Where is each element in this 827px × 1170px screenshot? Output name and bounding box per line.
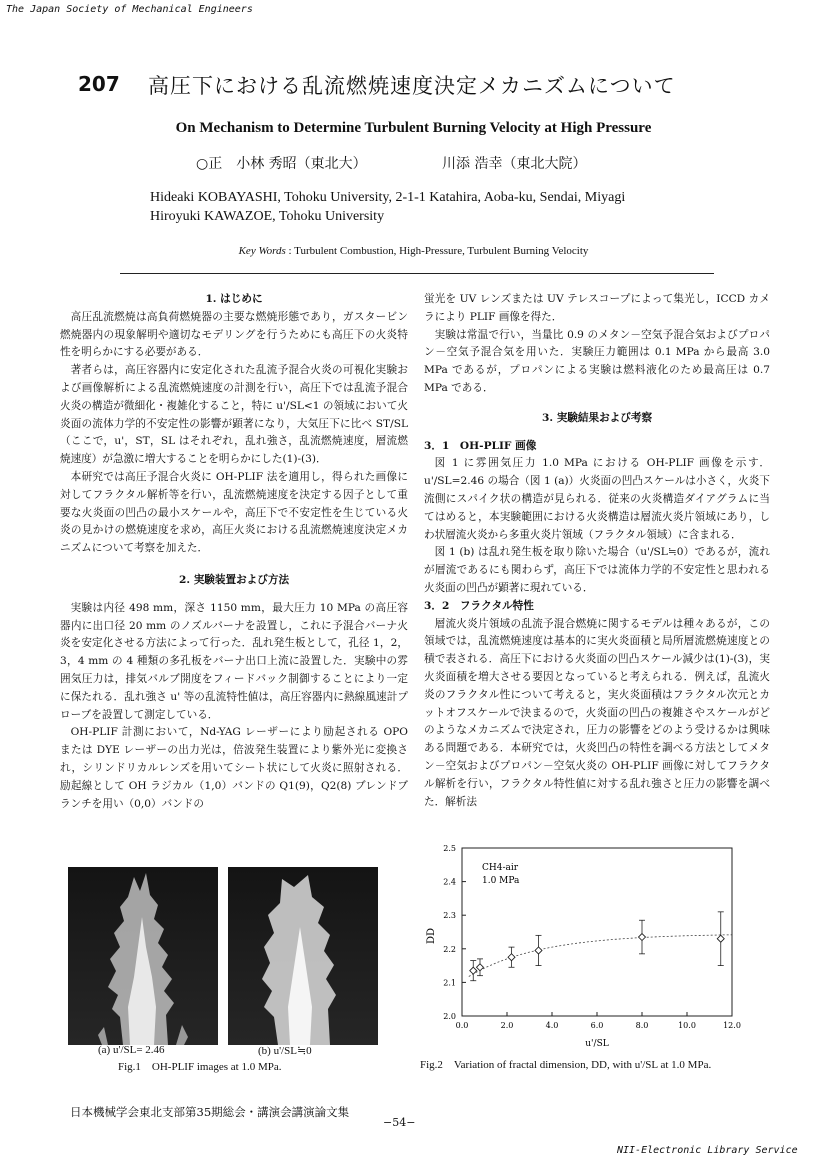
- oh-plif-image-a: [68, 867, 218, 1045]
- title-japanese: 高圧下における乱流燃焼速度決定メカニズムについて: [148, 74, 676, 98]
- data-point: [535, 947, 542, 954]
- oh-plif-image-b: [228, 867, 378, 1045]
- data-point: [477, 964, 484, 971]
- page-number: −54−: [383, 1116, 416, 1129]
- figure-1-caption: Fig.1 OH-PLIF images at 1.0 MPa.: [118, 1061, 282, 1073]
- figure-2-caption: Fig.2 Variation of fractal dimension, DD, with u'/SL at 1.0 MPa.: [420, 1059, 712, 1071]
- right-column: [424, 291, 770, 811]
- y-tick-label: 2.4: [443, 877, 456, 887]
- y-tick-label: 2.1: [443, 978, 456, 988]
- y-tick-label: 2.0: [443, 1012, 456, 1021]
- section-3-title: 3. 実験結果および考察: [541, 411, 653, 424]
- affiliation-line-1: Hideaki KOBAYASHI, Tohoku University, 2-1-1 Katahira, Aoba-ku, Sendai, Miyagi: [150, 190, 626, 205]
- y-tick-label: 2.3: [443, 911, 456, 921]
- proceedings-footer: 日本機械学会東北支部第35期総会・講演会講演論文集: [70, 1105, 350, 1119]
- paragraph: 図 1 (b) は乱れ発生板を取り除いた場合（u'/SL≒0）であるが，流れが層流であるにも関わらず，高圧下では流体力学的不安定性と思われる火炎面の凹凸が顕著に現れている．: [424, 546, 770, 594]
- title-english: On Mechanism to Determine Turbulent Burning Velocity at High Pressure: [175, 120, 652, 136]
- data-point: [470, 967, 477, 974]
- paragraph: 蛍光を UV レンズまたは UV テレスコープによって集光し，ICCD カメラにより PLIF 画像を得た．: [424, 293, 770, 323]
- data-point: [508, 954, 515, 961]
- affiliation-line-2: Hiroyuki KAWAZOE, Tohoku University: [150, 209, 385, 224]
- figure-2-chart: [420, 838, 750, 1048]
- paragraph: 高圧乱流燃焼は高負荷燃焼器の主要な燃焼形態であり，ガスタービン燃焼器内の現象解明や適切なモデリングを行うためにも高圧下の火炎特性を明らかにする必要がある．: [60, 310, 408, 359]
- subsection-3-2-title: 3．2 フラクタル特性: [424, 599, 534, 612]
- left-column: [60, 291, 408, 813]
- chart-annotation-pressure: 1.0 MPa: [482, 876, 520, 886]
- subsection-3-1-title: 3．1 OH-PLIF 画像: [424, 439, 537, 452]
- data-point: [639, 934, 646, 941]
- section-2-title: 2. 実験装置および方法: [178, 573, 290, 586]
- paragraph: 層流火炎片領域の乱流予混合燃焼に関するモデルは種々あるが，この領域では，乱流燃焼速度は基本的に実火炎面積と局所層流燃焼速度との積で表される．高圧下における火炎面の凹凸スケール減少は(1)-(3)，実火炎面積を増大させる要因となっていると考えられる．例えば，乱流火炎のフラクタル性について考えると，実火炎面積はフラクタル次元とカットオフスケールで決まるので，火炎面の凹凸の複雑さやスケールがどのようなメカニズムで決定され，圧力の影響をどのよう受けるかは興味ある問題である．本研究では，火炎凹凸の特性を調べる方法としてメタン－空気およびプロパン－空気火炎の OH-PLIF 画像に対してフラクタル解析を行い，フラクタル特性値に対する乱れ強さと圧力の影響を調べた．解析法: [424, 617, 770, 808]
- paragraph: 本研究では高圧予混合火炎に OH-PLIF 法を適用し，得られた画像に対してフラクタル解析等を行い，乱流燃焼速度を決定する因子として重要な火炎面の凹凸の最小スケールや，高圧下で不安定性を生じている火炎の見かけの燃焼速度を求め，高圧火炎における乱流燃焼速度決定メカニズムについて考察を加えた．: [60, 470, 408, 555]
- fit-curve: [469, 935, 732, 977]
- x-tick-label: 2.0: [500, 1021, 514, 1030]
- author-2: 川添 浩幸（東北大院）: [442, 156, 587, 172]
- y-tick-label: 2.2: [443, 944, 456, 954]
- x-tick-label: 12.0: [723, 1021, 741, 1030]
- plot-frame: [462, 848, 732, 1016]
- paragraph: OH-PLIF 計測において，Nd-YAG レーザーにより励起される OPO または DYE レーザーの出力光は，倍波発生装置により紫外光に変換され，シリンドリカルレンズを用いてシート状にして火炎に照射される．励起線として OH ラジカル（1,0）バンドの Q1(9)，Q2(8) ブレンドブランチを用い（0,0）バンドの: [60, 726, 408, 810]
- figure-1b-label: (b) u'/SL≒0: [258, 1045, 312, 1057]
- x-tick-label: 10.0: [678, 1021, 696, 1030]
- nii-footer: NII-Electronic Library Service: [617, 1145, 798, 1156]
- y-tick-label: 2.5: [443, 844, 456, 853]
- author-1: ○正 小林 秀昭（東北大）: [196, 156, 367, 172]
- paragraph: 著者らは，高圧容器内に安定化された乱流予混合火炎の可視化実験および画像解析による乱流燃焼速度の計測を行い，高圧下では乱流予混合火炎の構造が微細化・複雑化すること，特に u'/SL<1 の領域において火炎面の流体力学的不安定性の影響が顕著になり，大気圧下に比べ ST/SL（ここで，u'，ST，SL はそれぞれ，乱れ強さ，乱流燃焼速度，層流燃焼速度）が急激に増大することを明らかにした(1)-(3)．: [60, 364, 408, 466]
- x-tick-label: 4.0: [545, 1021, 559, 1030]
- paragraph: 図 1 に雰囲気圧力 1.0 MPa における OH-PLIF 画像を示す．u'/SL=2.46 の場合（図 1 (a)）火炎面の凹凸スケールは小さく，火炎下流側にスパイク状の構造が見られる．従来の火炎構造ダイアグラムに当てはめると，本実験範囲における火炎構造は層流火炎片領域にあり，しわ状層流火炎から多重火炎片領域（フラクタル領域）に含まれる．: [424, 457, 770, 541]
- x-tick-label: 8.0: [635, 1021, 649, 1030]
- paragraph: 実験は内径 498 mm，深さ 1150 mm，最大圧力 10 MPa の高圧容器内に出口径 20 mm のノズルバーナを設置し，これに予混合バーナ火炎を安定化させる方法によって行った．乱れ発生板として，孔径 1，2，3，4 mm の 4 種類の多孔板をバーナ出口上流に設置した．実験中の雰囲気圧力は，排気バルブ開度をフィードバック制御することにより一定に保たれる．乱れ強さ u' 等の乱流特性値は，高圧容器内に熱線風速計プローブを設置して測定している．: [60, 601, 408, 721]
- figure-1a-label: (a) u'/SL= 2.46: [98, 1044, 165, 1056]
- society-header: The Japan Society of Mechanical Engineers: [6, 4, 253, 15]
- x-tick-label: 6.0: [590, 1021, 604, 1030]
- data-point: [717, 935, 724, 942]
- x-axis-label: u'/SL: [585, 1039, 609, 1048]
- keywords: [0, 245, 827, 257]
- section-1-title: 1. はじめに: [205, 293, 263, 305]
- paragraph: 実験は常温で行い，当量比 0.9 のメタン－空気予混合気およびプロパン－空気予混合気を用いた．実験圧力範囲は 0.1 MPa から最高 3.0 MPa であるが，プロパンによる実験は燃料液化のため最高圧は 0.7 MPa である．: [424, 328, 770, 394]
- keywords-list: : Turbulent Combustion, High-Pressure, Turbulent Burning Velocity: [285, 245, 589, 257]
- figure-1-images: [68, 867, 408, 1045]
- keywords-label: Key Words: [238, 245, 286, 257]
- paper-number: 207: [78, 72, 120, 96]
- y-axis-label: DD: [426, 927, 437, 945]
- title-rule: [120, 273, 714, 274]
- chart-annotation-fuel: CH4-air: [482, 863, 519, 873]
- x-tick-label: 0.0: [455, 1021, 469, 1030]
